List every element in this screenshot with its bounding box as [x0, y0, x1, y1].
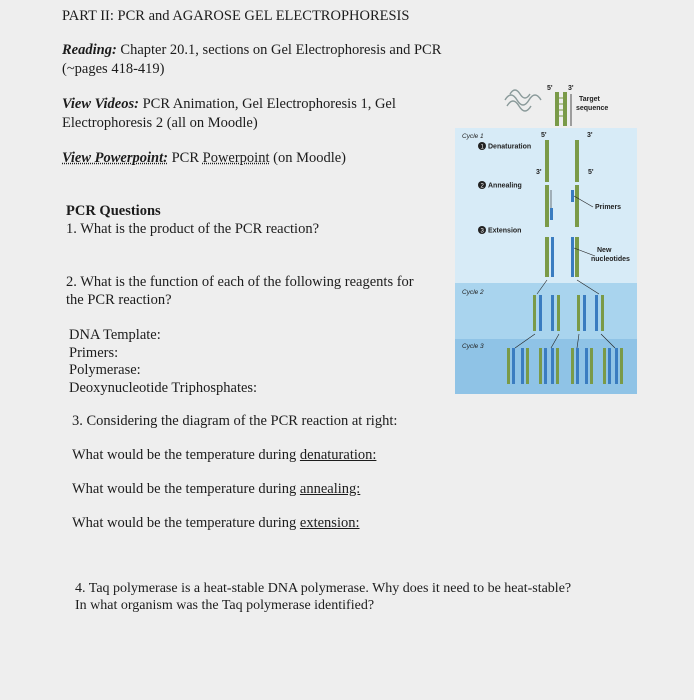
c1-five-prime: 5': [541, 132, 547, 139]
reading-text: Chapter 20.1, sections on Gel Electrophoresis and PCR: [120, 42, 442, 58]
svg-text:2: 2: [480, 183, 484, 190]
target-strand-left: [555, 92, 559, 126]
reading-label: Reading:: [62, 42, 117, 58]
temp-prefix: What would be the temperature during: [72, 481, 300, 497]
c1-three-prime-b: 3': [536, 169, 542, 176]
reagent-dntps: Deoxynucleotide Triphosphates:: [69, 380, 258, 396]
powerpoint-link[interactable]: Powerpoint: [202, 150, 270, 166]
new-label-2: nucleotides: [591, 256, 630, 263]
page-title: PART II: PCR and AGAROSE GEL ELECTROPHORESIS: [62, 8, 410, 24]
step3-label: Extension: [488, 227, 522, 235]
question-2-line-2: the PCR reaction?: [66, 292, 172, 308]
cycle2-label: Cycle 2: [462, 289, 484, 296]
denaturation-term: denaturation:: [299, 447, 377, 463]
videos-label: View Videos:: [62, 96, 139, 112]
reagent-dna-template: DNA Template:: [69, 327, 161, 343]
cycle3-label: Cycle 3: [462, 343, 484, 350]
temp-annealing: [72, 480, 360, 498]
top-three-prime: 3': [568, 85, 574, 92]
reading-pages: (~pages 418-419): [62, 61, 165, 77]
question-1: 1. What is the product of the PCR reaction?: [66, 221, 320, 237]
coiled-dna-icon: [505, 90, 541, 111]
primers-label: Primers: [595, 204, 622, 211]
temp-prefix: What would be the temperature during: [72, 447, 300, 463]
extension-term: extension:: [299, 515, 360, 531]
top-five-prime: 5': [547, 85, 553, 92]
c1-five-prime-b: 5': [588, 169, 594, 176]
question-4-line-2: In what organism was the Taq polymerase identified?: [75, 598, 375, 613]
separated-strand-left: [545, 140, 549, 182]
primer-right: [571, 190, 574, 202]
reagent-primers: Primers:: [69, 345, 119, 361]
svg-text:3: 3: [480, 228, 484, 235]
question-4-line-1: 4. Taq polymerase is a heat-stable DNA polymerase. Why does it need to be heat-stable?: [75, 581, 572, 596]
target-strand-right: [563, 92, 567, 126]
temp-extension: [72, 514, 360, 532]
reading-line: [62, 41, 441, 59]
svg-text:1: 1: [480, 144, 484, 151]
target-label-1: Target: [579, 96, 600, 103]
question-3: 3. Considering the diagram of the PCR reaction at right:: [72, 413, 398, 429]
questions-heading: PCR Questions: [66, 203, 161, 219]
pcr-diagram: [455, 80, 655, 396]
reagent-polymerase: Polymerase:: [69, 362, 141, 378]
temp-denaturation: [72, 446, 376, 464]
powerpoint-line: [62, 149, 346, 167]
videos-text: PCR Animation, Gel Electrophoresis 1, Gel: [142, 96, 396, 112]
annealing-term: annealing:: [299, 481, 361, 497]
videos-line-2: Electrophoresis 2 (all on Moodle): [62, 115, 258, 131]
powerpoint-suffix: (on Moodle): [269, 150, 346, 166]
separated-strand-right: [575, 140, 579, 182]
step1-label: Denaturation: [488, 143, 532, 151]
videos-line-1: [62, 95, 396, 113]
powerpoint-label: View Powerpoint:: [62, 150, 168, 166]
target-label-2: sequence: [576, 105, 609, 112]
step2-label: Annealing: [488, 182, 522, 190]
question-2-line-1: 2. What is the function of each of the following reagents for: [66, 274, 414, 290]
cycle1-label: Cycle 1: [462, 133, 484, 140]
c1-three-prime: 3': [587, 132, 593, 139]
temp-prefix: What would be the temperature during: [72, 515, 300, 531]
powerpoint-prefix: PCR: [171, 150, 203, 166]
new-label-1: New: [597, 247, 612, 254]
primer-left: [550, 208, 553, 220]
